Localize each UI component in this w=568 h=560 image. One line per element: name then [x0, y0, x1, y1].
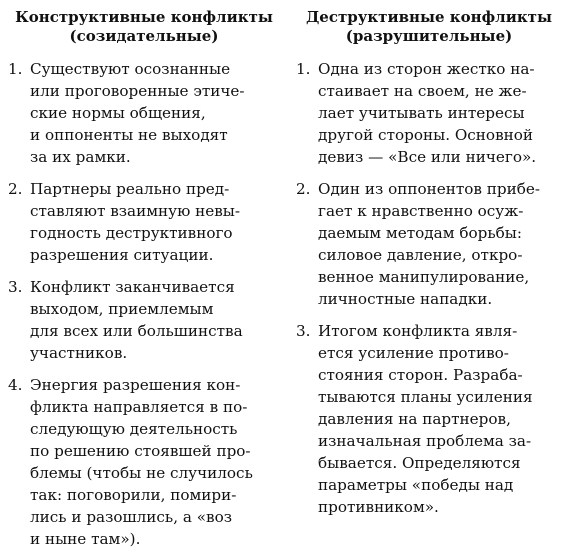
text-line: Одна из сторон жестко на- [318, 60, 535, 78]
text-line: стаивает на своем, не же- [318, 82, 527, 100]
item-number: 1. [296, 60, 311, 78]
text-line: даемым методам борьбы: [318, 224, 522, 242]
item-number: 1. [8, 60, 23, 78]
text-line: Один из оппонентов прибе- [318, 180, 541, 198]
text-line: параметры «победы над [318, 476, 514, 494]
text-line: Партнеры реально пред- [30, 180, 230, 198]
item-text [318, 320, 562, 518]
text-line: по решению стоявшей про- [30, 442, 251, 460]
list-item [296, 178, 562, 310]
heading-line: Конструктивные конфликты [15, 8, 273, 26]
constructive-conflicts-heading [8, 8, 280, 46]
text-line: участников. [30, 344, 128, 362]
item-text [30, 178, 280, 266]
text-line: ские нормы общения, [30, 104, 206, 122]
text-line: следующую деятельность [30, 420, 238, 438]
destructive-conflicts-heading [296, 8, 562, 46]
item-text [30, 374, 280, 550]
text-line: тываются планы усиления [318, 388, 533, 406]
text-line: личностные нападки. [318, 290, 493, 308]
text-line: выходом, приемлемым [30, 300, 214, 318]
text-line: Итогом конфликта явля- [318, 322, 518, 340]
item-number: 2. [8, 180, 23, 198]
item-number: 3. [296, 322, 311, 340]
heading-line: (созидательные) [69, 27, 219, 45]
text-line: девиз — «Все или ничего». [318, 148, 537, 166]
heading-line: (разрушительные) [345, 27, 513, 45]
heading-line: Деструктивные конфликты [305, 8, 553, 26]
text-line: или проговоренные этиче- [30, 82, 245, 100]
text-line: и оппоненты не выходят [30, 126, 228, 144]
list-item [296, 58, 562, 168]
text-line: бывается. Определяются [318, 454, 521, 472]
text-line: и ныне там»). [30, 530, 141, 548]
text-line: лает учитывать интересы [318, 104, 525, 122]
text-line: изначальная проблема за- [318, 432, 532, 450]
text-line: лись и разошлись, а «воз [30, 508, 232, 526]
list-item [8, 374, 280, 550]
text-line: годность деструктивного [30, 224, 233, 242]
list-item [8, 276, 280, 364]
text-line: стояния сторон. Разраба- [318, 366, 523, 384]
list-item [8, 58, 280, 168]
item-number: 4. [8, 376, 23, 394]
item-text [30, 58, 280, 168]
text-line: для всех или большинства [30, 322, 243, 340]
constructive-conflicts-column [8, 8, 280, 560]
text-line: за их рамки. [30, 148, 131, 166]
text-line: давления на партнеров, [318, 410, 511, 428]
text-line: фликта направляется в по- [30, 398, 248, 416]
item-number: 3. [8, 278, 23, 296]
list-item [296, 320, 562, 518]
text-line: блемы (чтобы не случилось [30, 464, 253, 482]
text-line: гает к нравственно осуж- [318, 202, 524, 220]
item-number: 2. [296, 180, 311, 198]
list-item [8, 178, 280, 266]
item-text [318, 58, 562, 168]
item-text [318, 178, 562, 310]
text-line: разрешения ситуации. [30, 246, 214, 264]
text-line: противником». [318, 498, 439, 516]
text-line: так: поговорили, помири- [30, 486, 237, 504]
text-line: другой стороны. Основной [318, 126, 534, 144]
destructive-conflicts-column [296, 8, 562, 528]
item-text [30, 276, 280, 364]
text-line: Конфликт заканчивается [30, 278, 235, 296]
text-line: Энергия разрешения кон- [30, 376, 241, 394]
text-line: венное манипулирование, [318, 268, 530, 286]
text-line: Существуют осознанные [30, 60, 231, 78]
text-line: силовое давление, откро- [318, 246, 523, 264]
text-line: ется усиление противо- [318, 344, 509, 362]
text-line: ставляют взаимную невы- [30, 202, 241, 220]
